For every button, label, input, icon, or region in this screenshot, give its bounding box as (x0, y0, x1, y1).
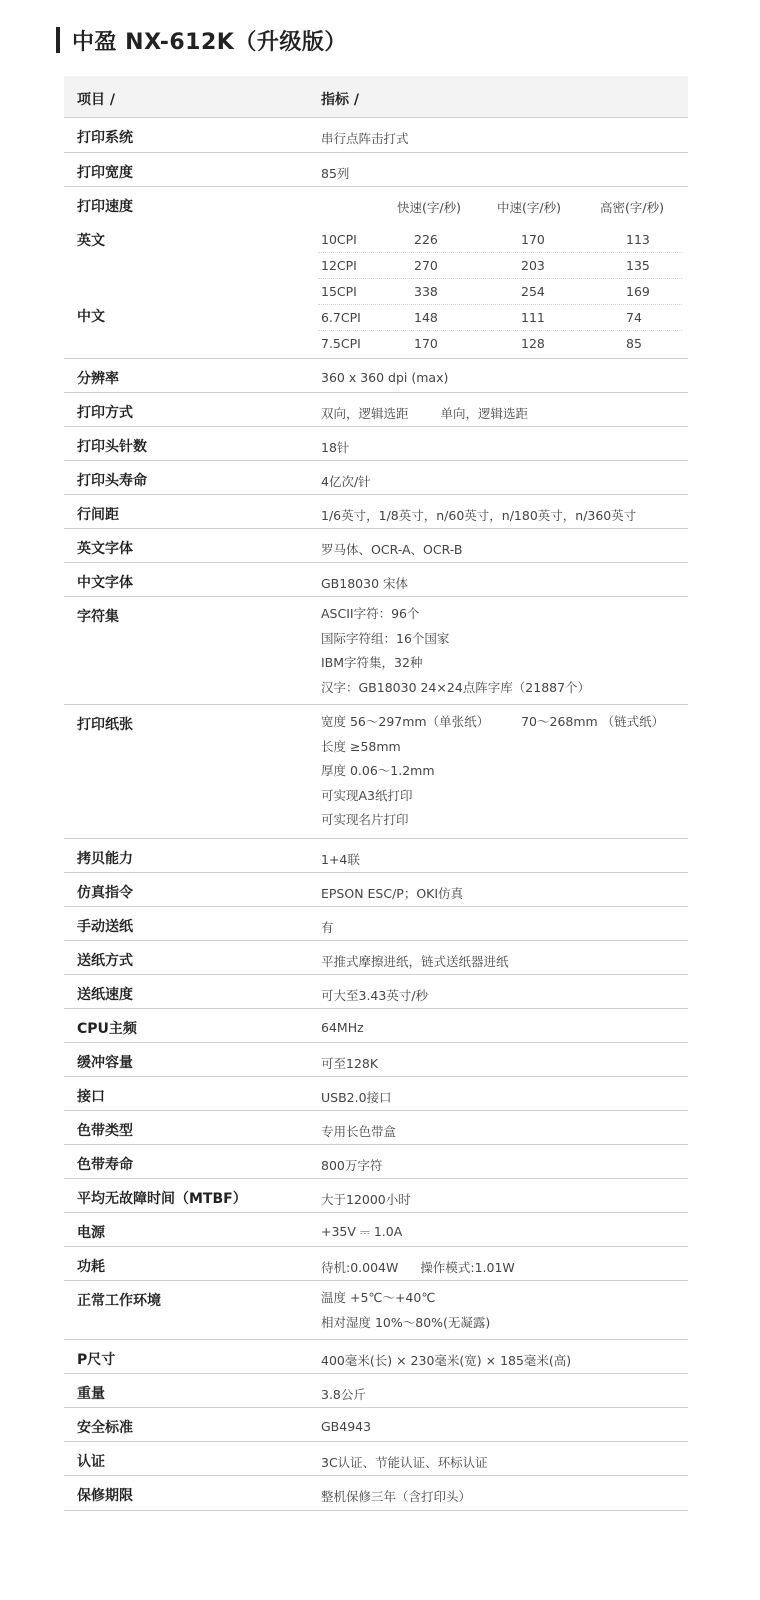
row-label: 分辨率 (77, 371, 119, 387)
row-value: 800万字符 (321, 1158, 383, 1173)
paper-width-single: 宽度 56～297mm（单张纸） (321, 714, 490, 729)
paper-line: 厚度 0.06～1.2mm (321, 763, 435, 778)
row-label: CPU主频 (77, 1021, 137, 1037)
row-cn-fonts (64, 563, 688, 597)
speed-row (318, 305, 682, 331)
header-spec: 指标 / (321, 92, 359, 108)
row-line-spacing (64, 495, 688, 529)
speed-label-chinese: 中文 (77, 309, 105, 325)
row-label: 重量 (77, 1386, 105, 1402)
table-header (64, 76, 688, 118)
speed-label-english: 英文 (77, 233, 105, 249)
row-charset (64, 597, 688, 705)
row-value: 罗马体、OCR-A、OCR-B (321, 542, 463, 557)
row-value: 整机保修三年（含打印头） (321, 1489, 472, 1504)
row-value: 85列 (321, 166, 350, 181)
row-value: 18针 (321, 440, 350, 455)
speed-medium: 203 (521, 258, 545, 273)
title-accent-bar (56, 27, 60, 53)
row-value: USB2.0接口 (321, 1090, 392, 1105)
speed-fast: 270 (414, 258, 438, 273)
row-feed-speed (64, 975, 688, 1009)
row-label: 保修期限 (77, 1488, 133, 1504)
speed-col-high: 高密(字/秒) (600, 200, 664, 215)
row-head-life (64, 461, 688, 495)
row-value: 平推式摩擦进纸，链式送纸器进纸 (321, 954, 509, 969)
charset-line: ASCII字符：96个 (321, 606, 420, 621)
row-value: GB18030 宋体 (321, 576, 408, 591)
row-label: 送纸方式 (77, 953, 133, 969)
speed-cpi: 10CPI (321, 232, 357, 247)
charset-line: 国际字符组：16个国家 (321, 630, 450, 646)
row-emulation (64, 873, 688, 907)
row-label: 行间距 (77, 507, 119, 523)
print-mode-unidirectional: 单向，逻辑选距 (440, 406, 529, 421)
speed-subtable-header (318, 193, 682, 227)
row-power (64, 1213, 688, 1247)
speed-cpi: 15CPI (321, 284, 357, 299)
row-size (64, 1340, 688, 1374)
row-value: 串行点阵击打式 (321, 131, 409, 146)
row-label: 英文字体 (77, 541, 133, 557)
row-value: +35V ⎓ 1.0A (321, 1224, 403, 1239)
row-label: 打印头寿命 (77, 473, 147, 489)
speed-fast: 338 (414, 284, 438, 299)
speed-high: 85 (626, 336, 642, 351)
row-warranty (64, 1476, 688, 1511)
environment-line: 温度 +5℃～+40℃ (321, 1290, 436, 1305)
row-value: 400毫米(长) × 230毫米(宽) × 185毫米(高) (321, 1353, 572, 1368)
page-title: 中盈 NX-612K（升级版） (72, 29, 347, 55)
row-weight (64, 1374, 688, 1408)
consumption-operating: 操作模式:1.01W (420, 1260, 515, 1275)
row-label: 送纸速度 (77, 987, 133, 1003)
row-print-system (64, 118, 688, 153)
row-label: 接口 (77, 1089, 105, 1105)
row-value (321, 602, 590, 700)
speed-medium: 254 (521, 284, 545, 299)
speed-cpi: 7.5CPI (321, 336, 361, 351)
row-buffer (64, 1043, 688, 1077)
speed-medium: 111 (521, 310, 545, 325)
print-mode-bidirectional: 双向，逻辑选距 (321, 406, 409, 421)
row-en-fonts (64, 529, 688, 563)
row-print-width (64, 153, 688, 187)
spec-table (64, 76, 688, 1511)
page-title-bar (56, 26, 347, 54)
row-label: 字符集 (77, 609, 119, 625)
paper-line: 可实现A3纸打印 (321, 787, 413, 803)
row-ribbon-type (64, 1111, 688, 1145)
row-label: 缓冲容量 (77, 1055, 133, 1071)
speed-medium: 128 (521, 336, 545, 351)
row-value: 64MHz (321, 1020, 364, 1035)
row-feed-method (64, 941, 688, 975)
row-value: 1/6英寸，1/8英寸，n/60英寸，n/180英寸，n/360英寸 (321, 508, 637, 523)
row-label: 平均无故障时间（MTBF） (77, 1191, 247, 1207)
speed-cpi: 6.7CPI (321, 310, 361, 325)
row-label: 认证 (77, 1454, 105, 1470)
row-label: 拷贝能力 (77, 851, 133, 867)
row-label: 手动送纸 (77, 919, 133, 935)
speed-row (318, 253, 682, 279)
paper-width-continuous: 70～268mm （链式纸） (521, 714, 665, 729)
row-print-mode (64, 393, 688, 427)
row-certification (64, 1442, 688, 1476)
row-label: 色带寿命 (77, 1157, 133, 1173)
row-value: 有 (321, 920, 334, 935)
speed-fast: 226 (414, 232, 438, 247)
speed-high: 135 (626, 258, 650, 273)
row-label: 中文字体 (77, 575, 133, 591)
paper-line: 长度 ≥58mm (321, 738, 401, 754)
row-label: 打印方式 (77, 405, 133, 421)
row-value: EPSON ESC/P；OKI仿真 (321, 886, 464, 901)
row-print-speed (64, 187, 688, 359)
row-label: 打印纸张 (77, 717, 133, 733)
speed-fast: 148 (414, 310, 438, 325)
speed-high: 74 (626, 310, 642, 325)
row-paper (64, 705, 688, 839)
row-label: 正常工作环境 (77, 1293, 161, 1309)
speed-row (318, 279, 682, 305)
row-label: P尺寸 (77, 1352, 116, 1368)
consumption-standby: 待机:0.004W (321, 1260, 399, 1275)
row-value: 大于12000小时 (321, 1192, 411, 1207)
row-copies (64, 839, 688, 873)
speed-fast: 170 (414, 336, 438, 351)
speed-medium: 170 (521, 232, 545, 247)
speed-cpi: 12CPI (321, 258, 357, 273)
row-value: 可大至3.43英寸/秒 (321, 988, 429, 1003)
row-mtbf (64, 1179, 688, 1213)
row-value: 360 x 360 dpi (max) (321, 370, 449, 385)
row-value: 3.8公斤 (321, 1387, 366, 1402)
header-item: 项目 / (77, 92, 115, 108)
row-label: 功耗 (77, 1259, 105, 1275)
paper-width-line (321, 710, 664, 735)
speed-row (318, 227, 682, 253)
row-label: 仿真指令 (77, 885, 133, 901)
environment-line: 相对湿度 10%～80%(无凝露) (321, 1314, 491, 1330)
speed-subtable (318, 193, 682, 357)
row-value: 专用长色带盒 (321, 1124, 397, 1139)
charset-line: IBM字符集，32种 (321, 655, 423, 670)
row-consumption (64, 1247, 688, 1281)
row-label: 打印宽度 (77, 165, 133, 181)
row-interface (64, 1077, 688, 1111)
row-value: 4亿次/针 (321, 474, 371, 489)
speed-row (318, 331, 682, 357)
speed-high: 169 (626, 284, 650, 299)
row-label: 打印速度 (77, 199, 133, 215)
row-label: 打印头针数 (77, 439, 147, 455)
row-value: 可至128K (321, 1056, 379, 1071)
speed-high: 113 (626, 232, 650, 247)
row-value (321, 404, 528, 422)
row-cpu (64, 1009, 688, 1043)
row-pins (64, 427, 688, 461)
row-value (321, 710, 664, 833)
paper-line: 可实现名片打印 (321, 812, 409, 827)
row-value: 3C认证、节能认证、环标认证 (321, 1455, 488, 1470)
row-value (321, 1286, 490, 1335)
row-safety (64, 1408, 688, 1442)
row-environment (64, 1281, 688, 1340)
row-value: GB4943 (321, 1419, 372, 1434)
speed-col-medium: 中速(字/秒) (497, 200, 561, 215)
row-value: 1+4联 (321, 852, 360, 867)
row-label: 电源 (77, 1225, 105, 1241)
row-manual-feed (64, 907, 688, 941)
row-label: 安全标准 (77, 1420, 133, 1436)
row-value (321, 1258, 515, 1276)
speed-col-fast: 快速(字/秒) (397, 200, 461, 215)
row-resolution (64, 359, 688, 393)
row-label: 打印系统 (77, 130, 133, 146)
charset-line: 汉字：GB18030 24×24点阵字库（21887个） (321, 679, 591, 695)
row-ribbon-life (64, 1145, 688, 1179)
row-label: 色带类型 (77, 1123, 133, 1139)
